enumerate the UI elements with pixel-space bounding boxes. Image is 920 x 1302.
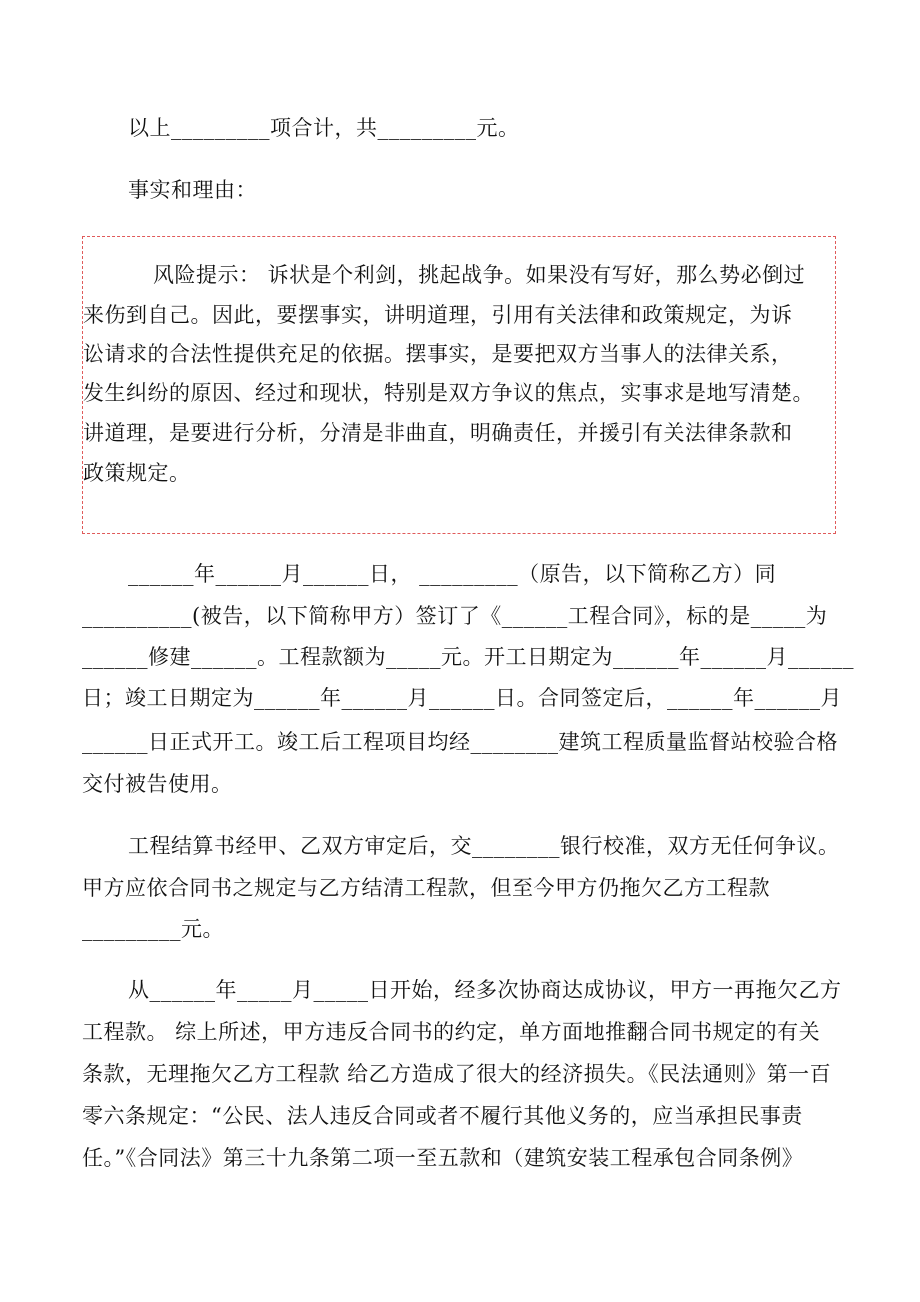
- risk-warning-box: [82, 236, 836, 534]
- risk-line: 讼请求的合法性提供充足的依据。摆事实，是要把双方当事人的法律关系，: [83, 342, 793, 366]
- paragraph-line: __________(被告，以下简称甲方）签订了《______工程合同》，标的是_____为: [82, 604, 828, 628]
- risk-line: 发生纠纷的原因、经过和现状，特别是双方争议的焦点，实事求是地写清楚。: [83, 381, 814, 405]
- risk-line: 风险提示： 诉状是个利剑，挑起战争。如果没有写好，那么势必倒过: [153, 263, 806, 287]
- paragraph-line: 零六条规定：“公民、法人违反合同或者不履行其他义务的，应当承担民事责: [82, 1104, 803, 1128]
- paragraph-line: 交付被告使用。: [82, 772, 233, 796]
- paragraph-line: 工程结算书经甲、乙双方审定后，交________银行校准，双方无任何争议。: [128, 834, 840, 858]
- total-line: 以上_________项合计，共_________元。: [128, 116, 520, 140]
- risk-line: 政策规定。: [83, 461, 191, 485]
- paragraph-line: 甲方应依合同书之规定与乙方结清工程款，但至今甲方仍拖欠乙方工程款: [82, 876, 770, 900]
- paragraph-line: 工程款。 综上所述，甲方违反合同书的约定，单方面地推翻合同书规定的有关: [82, 1020, 821, 1044]
- paragraph-line: 任。”《合同法》第三十九条第二项一至五款和（建筑安装工程承包合同条例》: [82, 1146, 804, 1170]
- paragraph-line: 日；竣工日期定为______年______月______日。合同签定后，______年______月: [82, 686, 842, 710]
- paragraph-line: 条款，无理拖欠乙方工程款 给乙方造成了很大的经济损失。《民法通则》第一百: [82, 1062, 832, 1086]
- facts-heading: 事实和理由：: [128, 178, 257, 202]
- paragraph-line: _________元。: [82, 917, 224, 941]
- paragraph-line: ______年______月______日， _________（原告，以下简称乙方）同: [128, 562, 777, 586]
- paragraph-line: 从______年_____月_____日开始，经多次协商达成协议，甲方一再拖欠乙方: [128, 978, 842, 1002]
- paragraph-line: ______修建______。工程款额为_____元。开工日期定为______年______月______: [82, 645, 854, 669]
- risk-line: 来伤到自己。因此，要摆事实，讲明道理，引用有关法律和政策规定，为诉: [83, 303, 793, 327]
- paragraph-line: ______日正式开工。竣工后工程项目均经________建筑工程质量监督站校验合格: [82, 730, 838, 754]
- risk-line: 讲道理，是要进行分析，分清是非曲直，明确责任，并援引有关法律条款和: [83, 421, 793, 445]
